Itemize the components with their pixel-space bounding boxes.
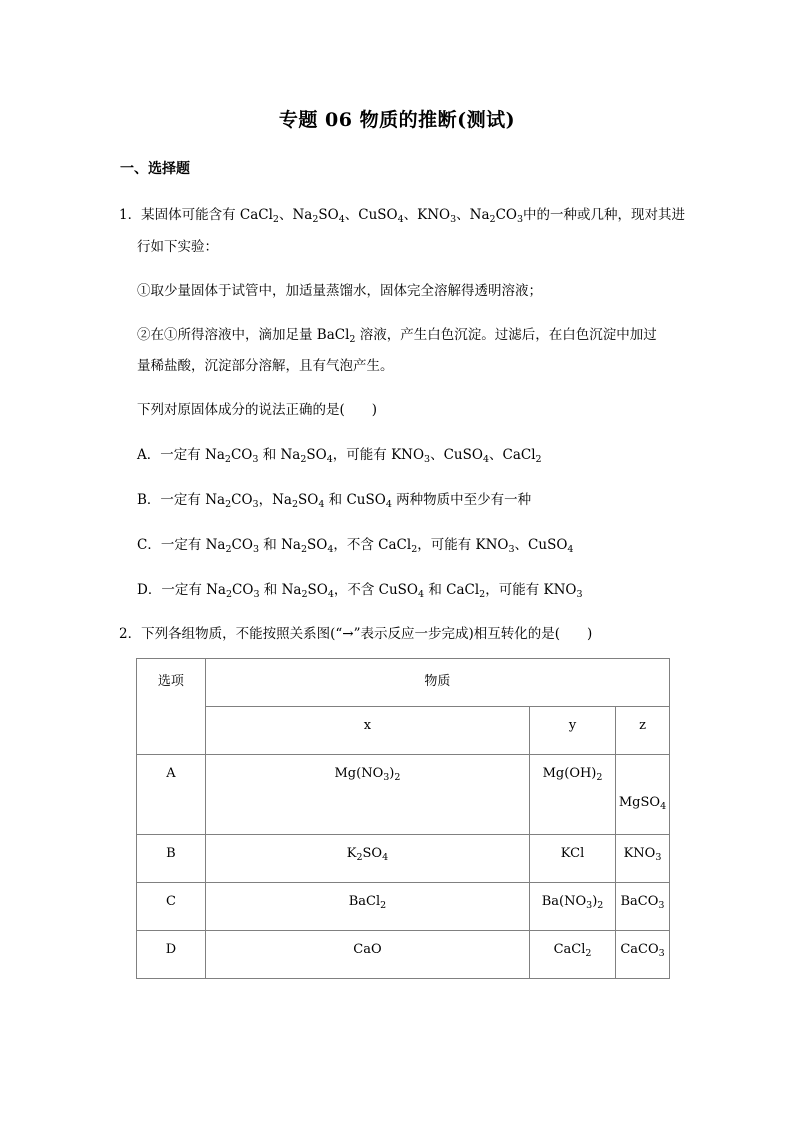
cell-option: D (137, 931, 206, 979)
table-row (137, 883, 670, 931)
header-z: z (615, 707, 669, 755)
cell-option: B (137, 835, 206, 883)
question-1-prompt: 下列对原固体成分的说法正确的是( ) (137, 402, 378, 418)
option-d[interactable]: D．一定有 $Na_2CO_3$ 和 $Na_2SO_4$，不含 CuSO$_4$ 和 CaCl$_2$，可能有 $KNO_3$ (137, 582, 583, 600)
section-heading: 一、选择题 (120, 161, 190, 177)
table-row (137, 931, 670, 979)
question-1-line-2: 行如下实验： (137, 239, 218, 255)
header-substance: 物质 (205, 659, 669, 707)
question-2: 2．下列各组物质，不能按照关系图(“→”表示反应一步完成)相互转化的是( ) (119, 626, 593, 642)
substance-table (136, 658, 670, 979)
option-c[interactable]: C．一定有 $Na_2CO_3$ 和 $Na_2SO_4$，不含 CaCl$_2$，可能有 $KNO_3$、CuSO$_4$ (137, 537, 574, 555)
table-row (137, 755, 670, 835)
header-y: y (530, 707, 616, 755)
cell-x: CaO (205, 931, 529, 979)
cell-x: $Mg(NO_3)_2$ (205, 755, 529, 835)
experiment-step-1: ①取少量固体于试管中，加适量蒸馏水，固体完全溶解得透明溶液； (137, 283, 542, 299)
cell-z: BaCO$_3$ (615, 883, 669, 931)
cell-y: KCl (530, 835, 616, 883)
cell-x: BaCl$_2$ (205, 883, 529, 931)
cell-z: $KNO_3$ (615, 835, 669, 883)
table-row (137, 835, 670, 883)
option-a[interactable]: A．一定有 $Na_2CO_3$ 和 $Na_2SO_4$，可能有 $KNO_3$、CuSO$_4$、CaCl$_2$ (137, 447, 542, 465)
page-title: 专题 06 物质的推断(测试) (278, 109, 516, 131)
cell-z: MgSO$_4$ (615, 755, 669, 835)
header-option: 选项 (137, 659, 206, 755)
cell-option: A (137, 755, 206, 835)
cell-y: $Ba(NO_3)_2$ (530, 883, 616, 931)
experiment-step-2: ②在①所得溶液中，滴加足量 BaCl$_2$ 溶液，产生白色沉淀。过滤后，在白色沉淀中加过 (137, 327, 657, 345)
option-b[interactable]: B．一定有 $Na_2CO_3$，$Na_2SO_4$ 和 CuSO$_4$ 两种物质中至少有一种 (137, 492, 532, 510)
cell-z: CaCO$_3$ (615, 931, 669, 979)
cell-option: C (137, 883, 206, 931)
question-1-line-1: 1．某固体可能含有 CaCl$_2$、$Na_2SO_4$、CuSO$_4$、$KNO_3$、$Na_2CO_3$中的一种或几种，现对其进 (119, 207, 686, 225)
cell-x: $K_2SO_4$ (205, 835, 529, 883)
cell-y: $Mg(OH)_2$ (530, 755, 616, 835)
header-x: x (205, 707, 529, 755)
cell-y: CaCl$_2$ (530, 931, 616, 979)
experiment-step-2-cont: 量稀盐酸，沉淀部分溶解，且有气泡产生。 (137, 358, 394, 374)
